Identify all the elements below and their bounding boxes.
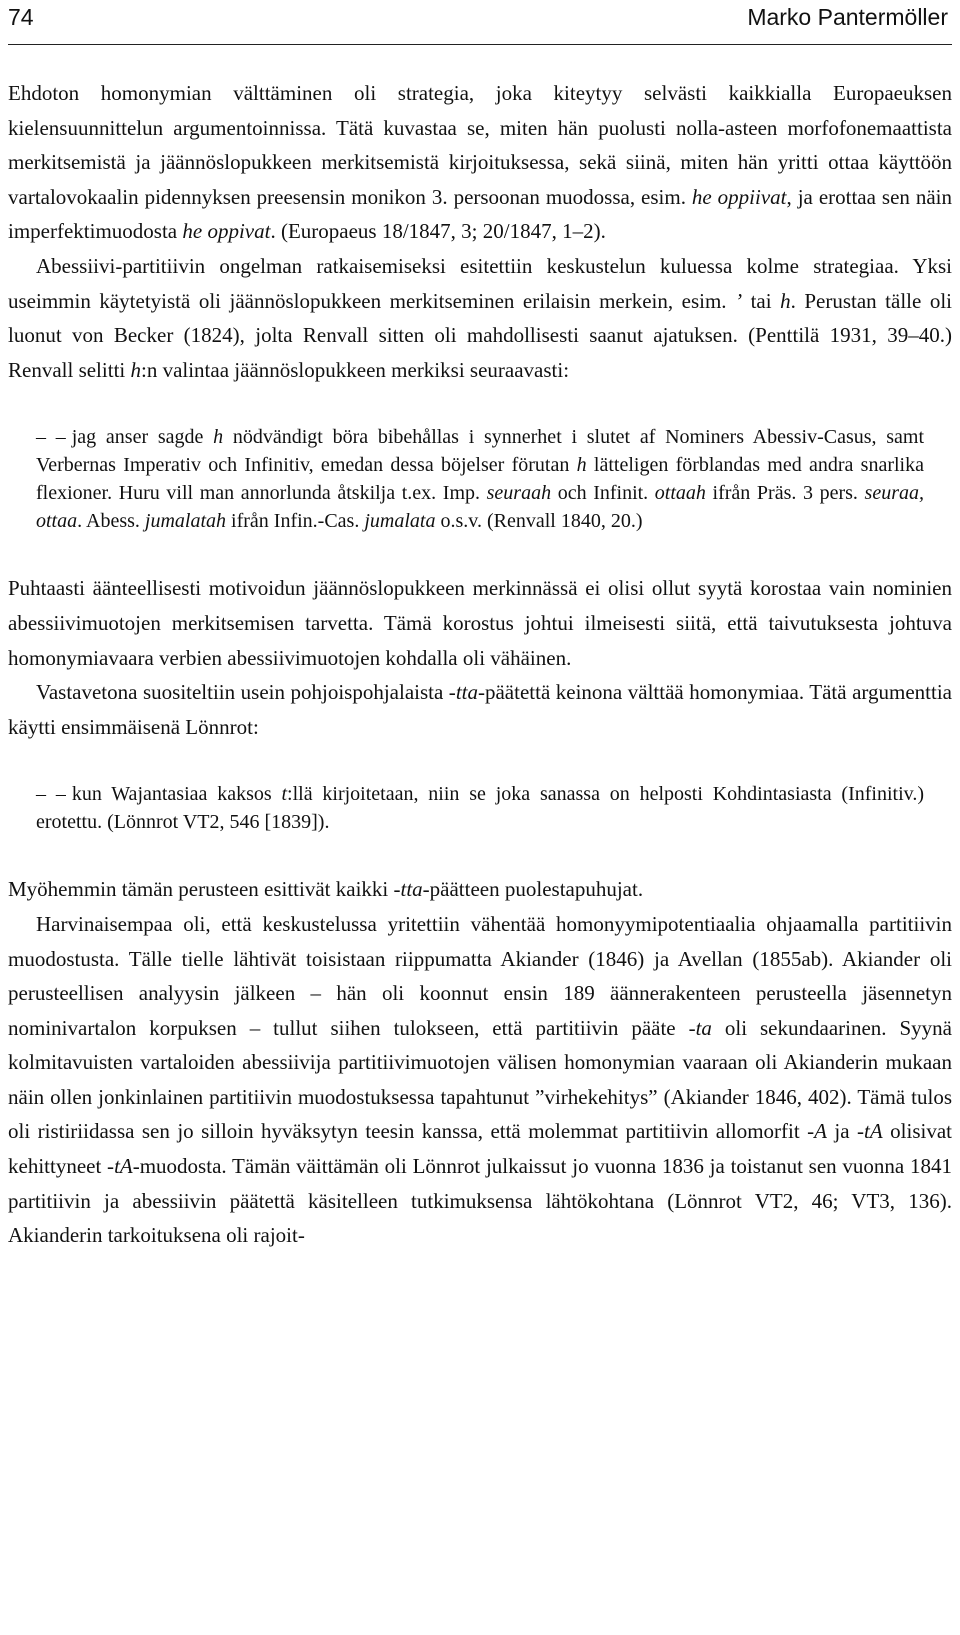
paragraph-2: Abessiivi-partitiivin ongelman ratkaisemiseksi esitettiin keskustelun kuluessa kolme strategiaa. Yksi useimmin käytetyistä oli jäännöslopukkeen merkitseminen erilaisin merkein, esim. ’ tai h. Perustan tälle oli luonut von Becker (1824), jolta Renvall sitten oli mahdollisesti saanut ajatuksen. (Penttilä 1931, 39–40.) Renvall selitti h:n valintaa jäännöslopukkeen merkiksi seuraavasti: — [8, 253, 953, 382]
paragraph-6: Harvinaisempaa oli, että keskustelussa yritettiin vähentää homonyymipotentiaalia ohjaamalla partitiivin muodostusta. Tälle tielle lähtivät toisistaan riippumatta Akiander (1846) ja Avellan (1855ab). Akiander oli perusteellisen analyysin jälkeen – hän oli koonnut ensin 189 äännerakenteen perusteella jäsennetyn nominivartalon korpuksen – tullut siihen tulokseen, että partitiivin pääte -ta oli sekundaarinen. Syynä kolmitavuisten vartaloiden abessiivija partitiivimuotojen välisen homonymian vaaraan oli Akianderin mukaan näin ollen jonkinlainen partitiivin muodostuksessa tapahtunut ”virhekehitys” (Akiander 1846, 402). Tämä tulos oli ristiriidassa sen jo silloin hyväksytyn teesin kanssa, että molemmat partitiivin allomorfit -A ja -tA olisivat kehittyneet -tA-muodosta. Tämän väittämän oli Lönnrot julkaissut jo vuonna 1836 ja toistanut sen vuonna 1841 partitiivin ja abessiivin päätettä käsitelleen tutkimuksensa lähtökohtana (Lönnrot VT2, 46; VT3, 136). Akianderin tarkoituksena oli rajoit- — [8, 911, 952, 1248]
page-header — [8, 0, 952, 45]
paragraph-3: Puhtaasti äänteellisesti motivoidun jäännöslopukkeen merkinnässä ei olisi ollut syytä korostaa vain nominien abessiivimuotojen merkitsemisen tarvetta. Tämä korostus johtui ilmeisesti siitä, että taivutuksesta johtuva homonymiavaara verbien abessiivimuotojen kohdalla oli vähäinen. — [8, 576, 952, 670]
paragraph-5: Myöhemmin tämän perusteen esittivät kaikki -tta-päätteen puolestapuhujat. — [8, 877, 644, 902]
quote-text: – – jag anser sagde h nödvändigt böra bibehållas i synnerhet i slutet af Nominers Abessiv-Casus, samt Verbernas Imperativ och Infinitiv, emedan dessa böjelser förutan h lätteligen förblandas med andra snarlika flexioner. Huru vill man annorlunda åtskilja t.ex. Imp. seuraah och Infinit. ottaah ifrån Präs. 3 pers. seuraa, ottaa. Abess. jumalatah ifrån Infin.-Cas. jumalata o.s.v. (Renvall 1840, 20.) — [36, 426, 925, 533]
paragraph-4: Vastavetona suositeltiin usein pohjoispohjalaista -tta-päätettä keinona välttää homonymiaa. Tätä argumenttia käytti ensimmäisenä Lönnrot: — [8, 680, 952, 739]
quote-text: – – kun Wajantasiaa kaksos t:llä kirjoitetaan, niin se joka sanassa on helposti Kohdintasiasta (Infinitiv.) erotettu. (Lönnrot VT2, 546 [1839]). — [36, 783, 924, 834]
block-quote-renvall — [36, 423, 924, 535]
running-head: Marko Pantermöller — [747, 4, 948, 30]
paragraph-1: Ehdoton homonymian välttäminen oli strategia, joka kiteytyy selvästi kaikkialla Europaeuksen kielensuunnittelun argumentoinnissa. Tätä kuvastaa se, miten hän puolusti nolla-asteen morfofonemaattista merkitsemistä ja jäännöslopukkeen merkitsemistä kirjoituksessa, sekä siinä, miten hän yritti ottaa käyttöön vartalovokaalin pidennyksen preesensin monikon 3. persoonan muodossa, esim. he oppiivat, ja erottaa sen näin imperfektimuodosta he oppivat. (Europaeus 18/1847, 3; 20/1847, 1–2). — [8, 81, 952, 244]
page-number: 74 — [8, 4, 34, 30]
block-quote-lonnrot — [36, 780, 924, 836]
body-text — [8, 76, 952, 1253]
